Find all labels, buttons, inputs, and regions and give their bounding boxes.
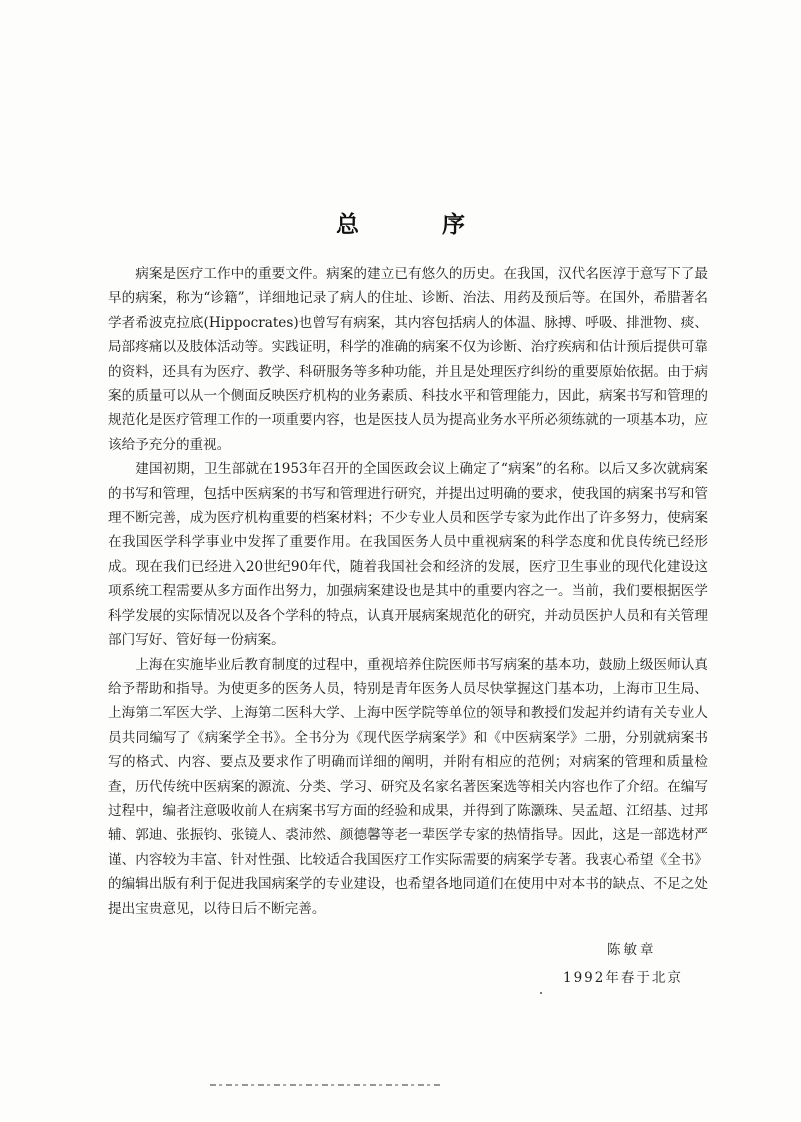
scan-speck: [540, 992, 542, 994]
signature-date: 1992年春于北京: [563, 970, 683, 986]
signature-name: 陈敏章: [607, 942, 657, 958]
paragraph-2: 建国初期，卫生部就在1953年召开的全国医政会议上确定了“病案”的名称。以后又多次就病案的书写和管理，包括中医病案的书写和管理进行研究，并提出过明确的要求，使我国的病案书写和管理不断完善，成为医疗机构重要的档案材料；不少专业人员和医学专家为此作出了许多努力，使病案在我国医学科学事业中发挥了重要作用。在我国医务人员中重视病案的科学态度和优良传统已经形成。现在我们已经进入20世纪90年代，随着我国社会和经济的发展，医疗卫生事业的现代化建设这项系统工程需要从多方面作出努力，加强病案建设也是其中的重要内容之一。当前，我们要根据医学科学发展的实际情况以及各个学科的特点，认真开展病案规范化的研究，并动员医护人员和有关管理部门写好、管好每一份病案。: [108, 461, 708, 649]
signature-block: [560, 936, 740, 992]
paragraph-3: 上海在实施毕业后教育制度的过程中，重视培养住院医师书写病案的基本功，鼓励上级医师认真给予帮助和指导。为使更多的医务人员，特别是青年医务人员尽快掌握这门基本功，上海市卫生局、上海第二军医大学、上海第二医科大学、上海中医学院等单位的领导和教授们发起并约请有关专业人员共同编写了《病案学全书》。全书分为《现代医学病案学》和《中医病案学》二册，分别就病案书写的格式、内容、要点及要求作了明确而详细的阐明，并附有相应的范例；对病案的管理和质量检查，历代传统中医病案的源流、分类、学习、研究及名家名著医案选等相关内容也作了介绍。在编写过程中，编者注意吸收前人在病案书写方面的经验和成果，并得到了陈灏珠、吴孟超、江绍基、过邦辅、郭迪、张振钧、张镜人、裘沛然、颜德馨等老一辈医学专家的热情指导。因此，这是一部选材严谨、内容较为丰富、针对性强、比较适合我国医疗工作实际需要的病案学专著。我衷心希望《全书》的编辑出版有利于促进我国病案学的专业建设，也希望各地同道们在使用中对本书的缺点、不足之处提出宝贵意见，以待日后不断完善。: [108, 656, 708, 917]
scan-artifact-line: [210, 1084, 440, 1086]
paragraph-1: 病案是医疗工作中的重要文件。病案的建立已有悠久的历史。在我国，汉代名医淳于意写下了最早的病案，称为“诊籍”，详细地记录了病人的住址、诊断、治法、用药及预后等。在国外，希腊著名学者希波克拉底(Hippocrates)也曾写有病案，其内容包括病人的体温、脉搏、呼吸、排泄物、痰、局部疼痛以及肢体活动等。实践证明，科学的准确的病案不仅为诊断、治疗疾病和估计预后提供可靠的资料，还具有为医疗、教学、科研服务等多种功能，并且是处理医疗纠纷的重要原始依据。由于病案的质量可以从一个侧面反映医疗机构的业务素质、科技水平和管理能力，因此，病案书写和管理的规范化是医疗管理工作的一项重要内容，也是医技人员为提高业务水平所必须练就的一项基本功，应该给予充分的重视。: [108, 266, 708, 453]
preface-body: [108, 262, 708, 921]
page-title: 总 序: [336, 211, 495, 238]
